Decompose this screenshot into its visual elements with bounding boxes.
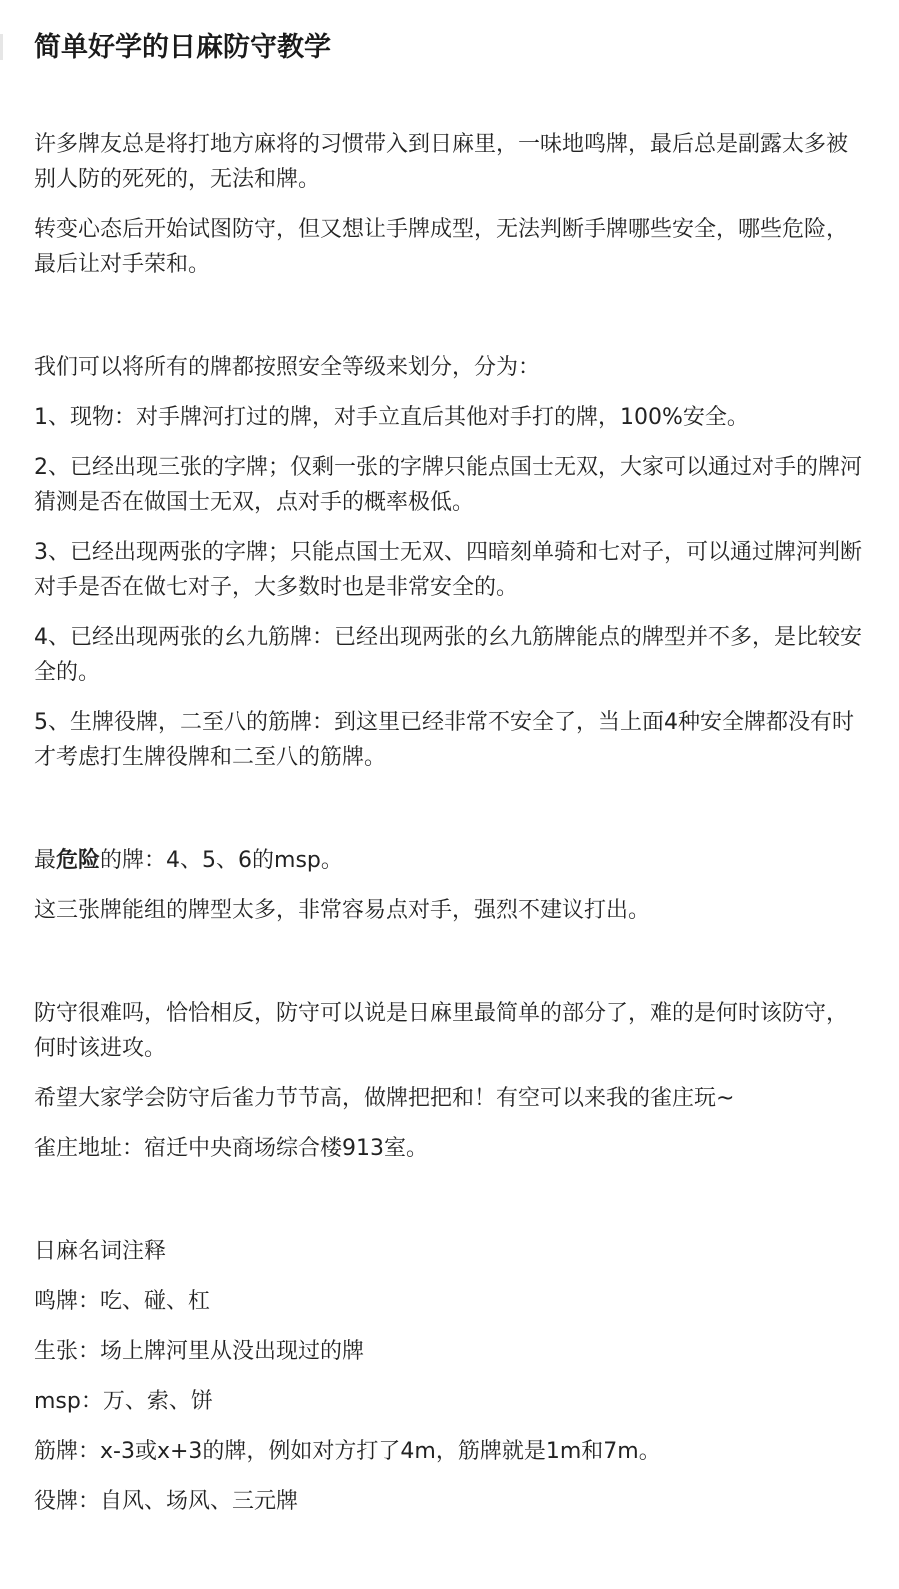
danger-line xyxy=(34,843,864,878)
danger-bold: 危险 xyxy=(56,848,101,873)
article-body xyxy=(34,26,864,1519)
level-item-1: 1、现物：对手牌河打过的牌，对手立直后其他对手打的牌，100%安全。 xyxy=(34,405,749,430)
danger-detail: 这三张牌能组的牌型太多，非常容易点对手，强烈不建议打出。 xyxy=(34,898,651,923)
glossary-item: 鸣牌：吃、碰、杠 xyxy=(34,1289,211,1314)
intro-paragraph-1: 许多牌友总是将打地方麻将的习惯带入到日麻里，一味地鸣牌，最后总是副露太多被别人防的死死的，无法和牌。 xyxy=(34,132,849,192)
level-item-4: 4、已经出现两张的幺九筋牌：已经出现两张的幺九筋牌能点的牌型并不多，是比较安全的。 xyxy=(34,625,862,685)
level-item-2: 2、已经出现三张的字牌；仅剩一张的字牌只能点国士无双，大家可以通过对手的牌河猜测是否在做国士无双，点对手的概率极低。 xyxy=(34,455,862,515)
closing-paragraph-2: 希望大家学会防守后雀力节节高，做牌把把和！有空可以来我的雀庄玩~ xyxy=(34,1086,735,1111)
danger-prefix: 最 xyxy=(34,848,57,873)
glossary-item: 筋牌：x-3或x+3的牌，例如对方打了4m，筋牌就是1m和7m。 xyxy=(34,1439,661,1464)
address-line: 雀庄地址：宿迁中央商场综合楼913室。 xyxy=(34,1136,428,1161)
level-item-3: 3、已经出现两张的字牌；只能点国士无双、四暗刻单骑和七对子，可以通过牌河判断对手是否在做七对子，大多数时也是非常安全的。 xyxy=(34,540,862,600)
intro-paragraph-2: 转变心态后开始试图防守，但又想让手牌成型，无法判断手牌哪些安全，哪些危险，最后让对手荣和。 xyxy=(34,217,849,277)
left-edge-marker xyxy=(0,34,3,60)
glossary-item: 生张：场上牌河里从没出现过的牌 xyxy=(34,1339,365,1364)
level-item-5: 5、生牌役牌，二至八的筋牌：到这里已经非常不安全了，当上面4种安全牌都没有时才考虑打生牌役牌和二至八的筋牌。 xyxy=(34,710,854,770)
glossary-title: 日麻名词注释 xyxy=(34,1239,167,1264)
levels-intro: 我们可以将所有的牌都按照安全等级来划分，分为： xyxy=(34,355,541,380)
glossary-item: msp：万、索、饼 xyxy=(34,1389,213,1414)
closing-paragraph-1: 防守很难吗，恰恰相反，防守可以说是日麻里最简单的部分了，难的是何时该防守，何时该进攻。 xyxy=(34,1001,849,1061)
article-title: 简单好学的日麻防守教学 xyxy=(34,32,331,63)
danger-suffix: 的牌：4、5、6的msp。 xyxy=(100,848,343,873)
glossary-item: 役牌：自风、场风、三元牌 xyxy=(34,1489,299,1514)
